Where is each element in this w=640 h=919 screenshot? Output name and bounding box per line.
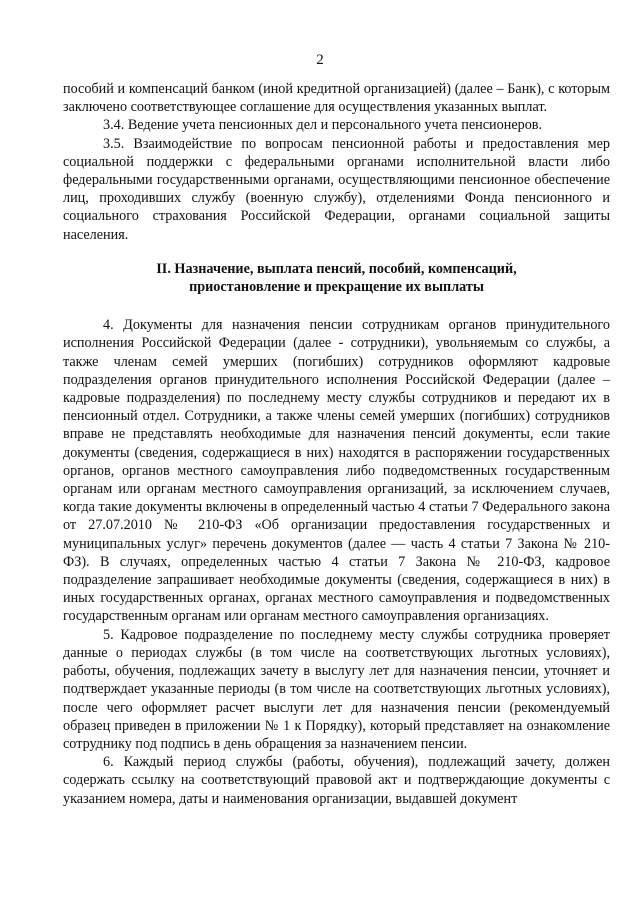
- paragraph-4: 4. Документы для назначения пенсии сотрудникам органов принудительного исполнения Российской Федерации (далее - сотрудники), увольняемым со службы, а также членам семей умерших (погибших) сотрудников оформляют кадровые подразделения органов принудительного исполнения Российской Федерации (далее – кадровые подразделения) по последнему месту службы сотрудников и передают их в пенсионный отдел. Сотрудники, а также члены семей умерших (погибших) сотрудников вправе не представлять необходимые для назначения пенсий документы, если такие документы (сведения, содержащиеся в них) находятся в распоряжении государственных органов, органов местного самоуправления либо подведомственных государственным органам или органам местного самоуправления организаций, за исключением случаев, когда такие документы включены в определенный частью 4 статьи 7 Федерального закона от 27.07.2010 № 210-ФЗ «Об организации предоставления государственных и муниципальных услуг» перечень документов (далее — часть 4 статьи 7 Закона № 210-ФЗ). В случаях, определенных частью 4 статьи 7 Закона № 210-ФЗ, кадровое подразделение запрашивает необходимые документы (сведения, содержащиеся в них) в иных государственных органах, органах местного самоуправления и подведомственных государственным органам или органам местного самоуправления организациях.: [63, 317, 610, 625]
- section-heading-line-1: II. Назначение, выплата пенсий, пособий, компенсаций,: [156, 260, 517, 277]
- paragraph-6: 6. Каждый период службы (работы, обучения), подлежащий зачету, должен содержать ссылку на соответствующий правовой акт и подтверждающие документы с указанием номера, даты и наименования организации, выдавшей документ: [63, 754, 610, 807]
- paragraph-continuation: пособий и компенсаций банком (иной кредитной организацией) (далее – Банк), с которым заключено соответствующее соглашение для осуществления указанных выплат.: [63, 81, 610, 116]
- paragraph-3-5: 3.5. Взаимодействие по вопросам пенсионной работы и предоставления мер социальной поддержки с федеральными органами исполнительной власти либо федеральными государственными органами, осуществляющими пенсионное обеспечение лиц, проходивших службу (военную службу), отделениями Фонда пенсионного и социального страхования Российской Федерации, органами социальной защиты населения.: [63, 135, 610, 243]
- paragraph-3-4: 3.4. Ведение учета пенсионных дел и персонального учета пенсионеров.: [103, 117, 543, 134]
- paragraph-5: 5. Кадровое подразделение по последнему месту службы сотрудника проверяет данные о периодах службы (в том числе на соответствующих льготных условиях), работы, обучения, подлежащих зачету в выслугу лет для назначения пенсии, уточняет и подтверждает указанные периоды (в том числе на соответствующих льготных условиях), после чего оформляет расчет выслуги лет для назначения пенсии (рекомендуемый образец приведен в приложении № 1 к Порядку), который представляет на ознакомление сотруднику под подпись в день обращения за назначением пенсии.: [63, 626, 610, 752]
- section-heading-line-2: приостановление и прекращение их выплаты: [189, 279, 484, 296]
- page-number: 2: [316, 52, 324, 68]
- document-body: [63, 80, 610, 808]
- section-heading: [83, 260, 590, 296]
